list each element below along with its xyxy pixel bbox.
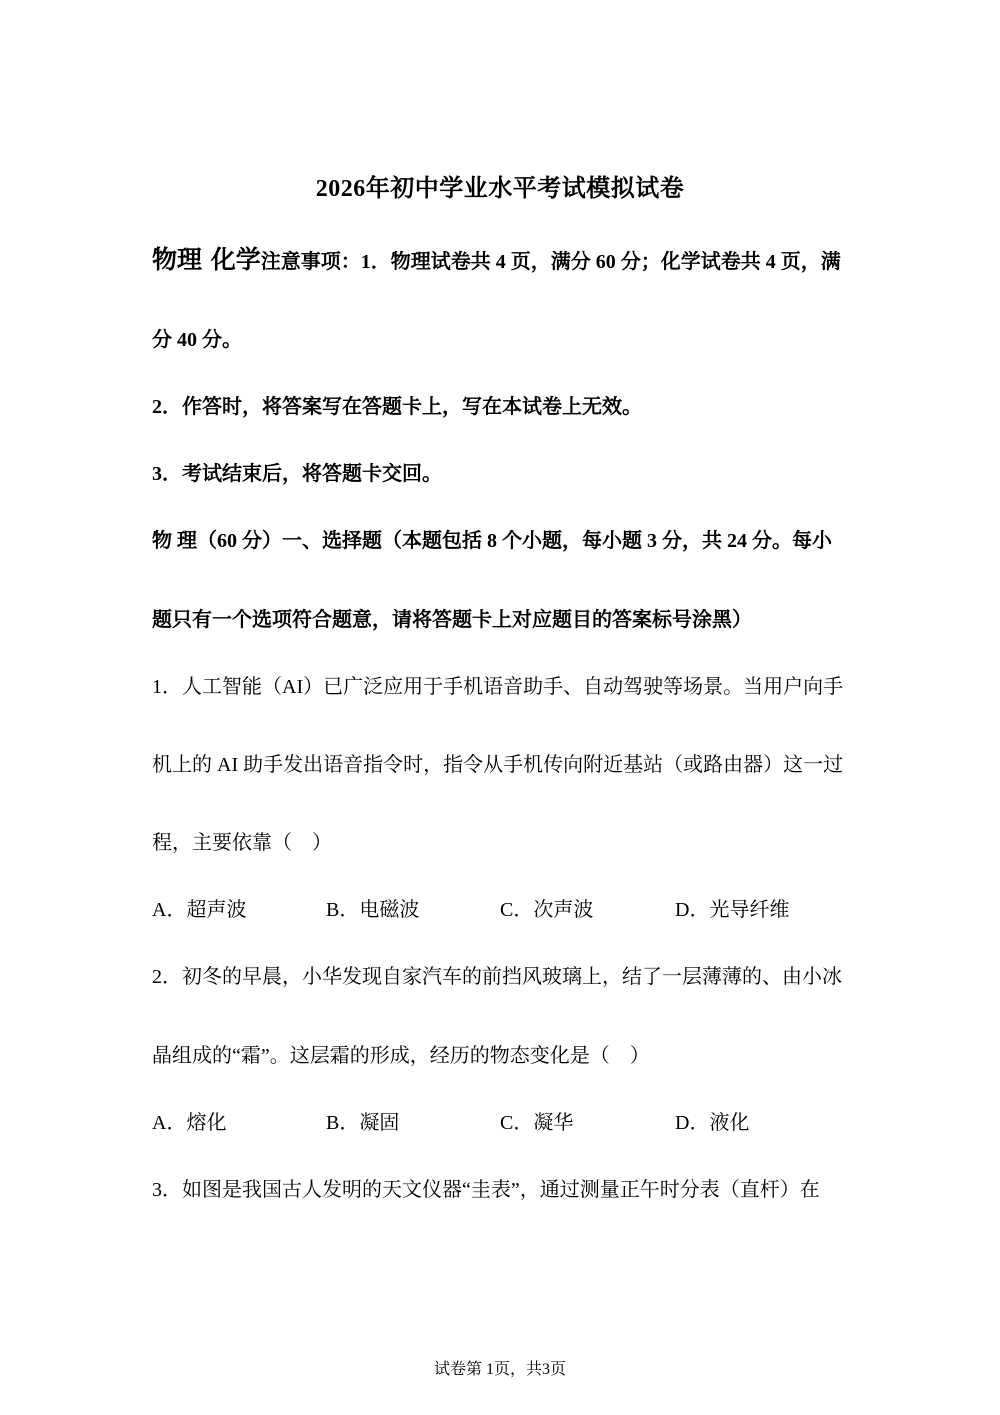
question-1-option-d: D．光导纤维 (675, 899, 790, 921)
question-2-option-a: A．熔化 (152, 1112, 227, 1134)
question-2-line-2: 晶组成的“霜”。这层霜的形成，经历的物态变化是（ ） (152, 1045, 650, 1067)
notice-text-1: 注意事项：1．物理试卷共 4 页，满分 60 分；化学试卷共 4 页，满 (260, 251, 841, 273)
question-3-line-1: 3．如图是我国古人发明的天文仪器“圭表”，通过测量正午时分表（直杆）在 (152, 1179, 820, 1201)
notice-item-2: 2．作答时，将答案写在答题卡上，写在本试卷上无效。 (152, 396, 642, 418)
question-2-option-b: B．凝固 (326, 1112, 400, 1134)
question-1-option-a: A．超声波 (152, 899, 247, 921)
notice-line-1 (152, 240, 841, 276)
question-2-line-1: 2．初冬的早晨，小华发现自家汽车的前挡风玻璃上，结了一层薄薄的、由小冰 (152, 966, 842, 988)
page-footer: 试卷第 1页，共3页 (433, 1361, 566, 1378)
exam-title: 2026年初中学业水平考试模拟试卷 (315, 176, 685, 202)
question-1-option-c: C．次声波 (500, 899, 594, 921)
question-1-line-3: 程，主要依靠（ ） (152, 832, 332, 854)
subject-heading: 物理 化学 (152, 245, 261, 274)
question-1-line-2: 机上的 AI 助手发出语音指令时，指令从手机传向附近基站（或路由器）这一过 (152, 754, 844, 776)
notice-item-3: 3．考试结束后，将答题卡交回。 (152, 463, 442, 485)
question-2-option-c: C．凝华 (500, 1112, 574, 1134)
notice-line-2: 分 40 分。 (152, 329, 242, 351)
section-heading-line-1: 物 理（60 分）一、选择题（本题包括 8 个小题，每小题 3 分，共 24 分。每小 (152, 530, 832, 552)
section-heading-line-2: 题只有一个选项符合题意，请将答题卡上对应题目的答案标号涂黑） (152, 609, 752, 631)
question-2-option-d: D．液化 (675, 1112, 750, 1134)
question-1-option-b: B．电磁波 (326, 899, 420, 921)
question-1-line-1: 1．人工智能（AI）已广泛应用于手机语音助手、自动驾驶等场景。当用户向手 (152, 676, 844, 698)
